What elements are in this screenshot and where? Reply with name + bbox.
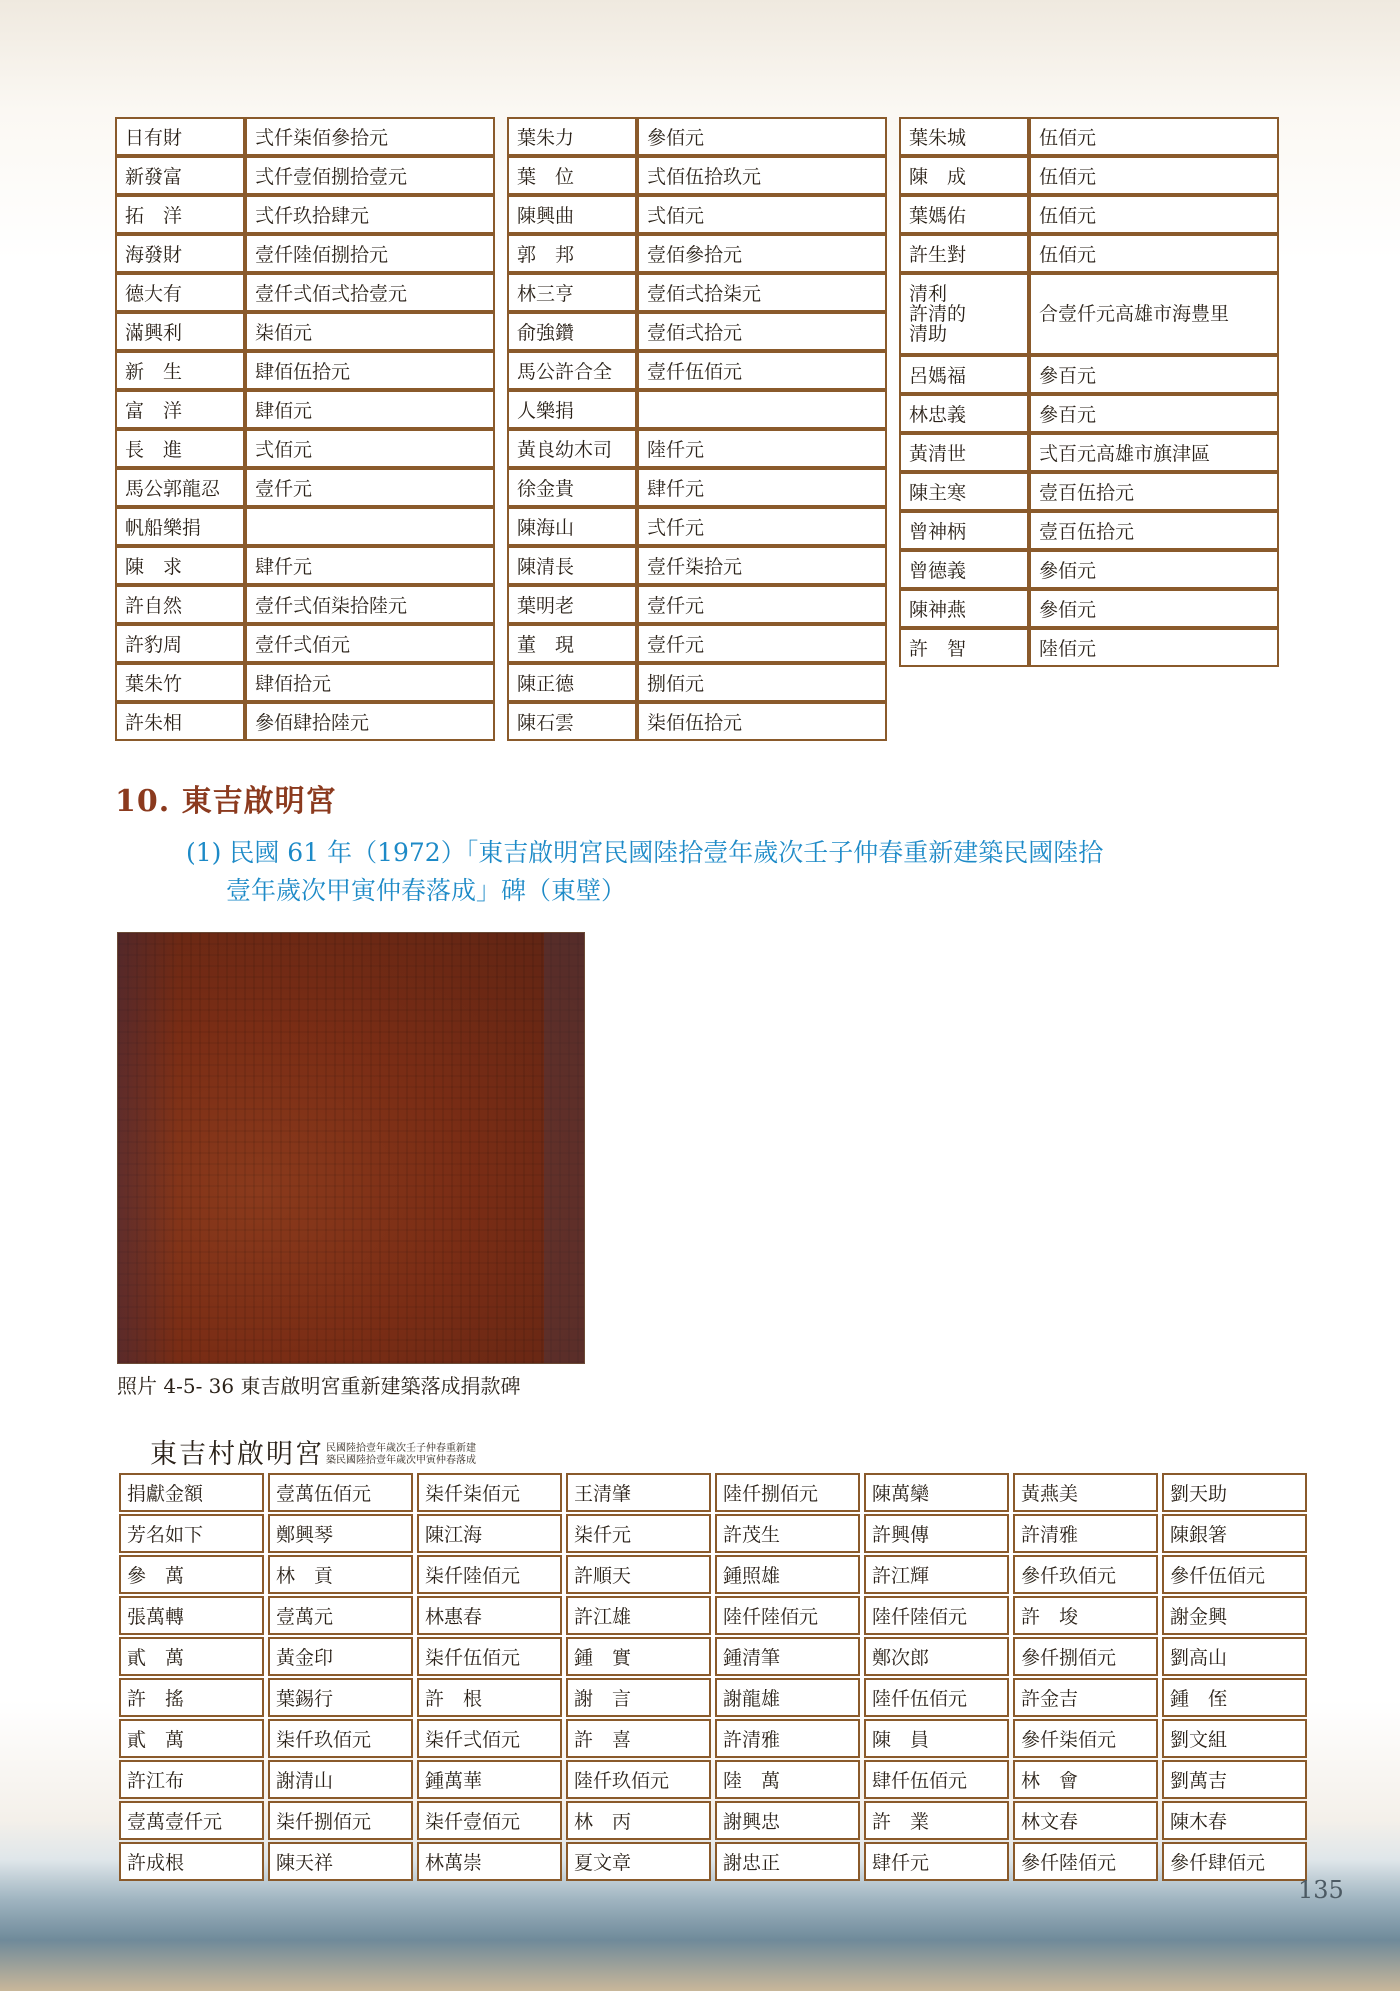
stele-cell: 鍾 實 [566,1637,711,1676]
stele-cell: 劉文組 [1162,1719,1307,1758]
donation-amount-cell: 參百元 [1029,394,1279,433]
table-row [899,355,1279,394]
stele-cell: 芳名如下 [119,1514,264,1553]
donation-amount-cell: 壹佰弍拾柒元 [637,273,887,312]
stele-table [115,1471,1311,1883]
stele-heading-sub-line-1: 民國陸拾壹年歲次壬子仲春重新建 [326,1443,476,1454]
donor-name-cell: 拓 洋 [115,195,245,234]
stele-cell: 謝 言 [566,1678,711,1717]
stele-cell: 貳 萬 [119,1637,264,1676]
table-row [899,117,1279,156]
table-row [119,1760,1307,1799]
table-row [507,624,887,663]
stele-cell: 謝忠正 [715,1842,860,1881]
donor-name-cell: 馬公郭龍忍 [115,468,245,507]
donor-name-cell: 德大有 [115,273,245,312]
donor-name-cell: 馬公許合全 [507,351,637,390]
table-row [507,390,887,429]
stele-cell: 柒仟壹佰元 [417,1801,562,1840]
donor-name-cell: 黃清世 [899,433,1029,472]
table-row [115,585,495,624]
table-row [119,1514,1307,1553]
table-row [115,546,495,585]
stele-cell: 許成根 [119,1842,264,1881]
donor-name-cell: 清利 許清的 清助 [899,273,1029,355]
table-row [119,1719,1307,1758]
donation-amount-cell: 陸佰元 [1029,628,1279,667]
table-row [507,468,887,507]
donor-name-cell: 陳清長 [507,546,637,585]
donation-amount-cell: 參佰元 [1029,550,1279,589]
stele-cell: 柒仟弍佰元 [417,1719,562,1758]
table-row [119,1801,1307,1840]
donor-name-cell: 富 洋 [115,390,245,429]
donation-amount-cell: 伍佰元 [1029,156,1279,195]
table-row [115,507,495,546]
donor-name-cell: 黃良幼木司 [507,429,637,468]
stele-cell: 鍾照雄 [715,1555,860,1594]
table-row [115,351,495,390]
donation-amount-cell: 弍佰元 [637,195,887,234]
stele-cell: 謝龍雄 [715,1678,860,1717]
stele-cell: 陸仟伍佰元 [864,1678,1009,1717]
donor-name-cell: 林忠義 [899,394,1029,433]
donation-amount-cell: 弍仟柒佰參拾元 [245,117,495,156]
table-row [507,195,887,234]
donation-amount-cell: 肆佰元 [245,390,495,429]
table-row [899,628,1279,667]
donor-name-cell: 許生對 [899,234,1029,273]
stele-cell: 參 萬 [119,1555,264,1594]
table-row [899,472,1279,511]
donor-name-cell: 陳 成 [899,156,1029,195]
donor-name-cell: 葉明老 [507,585,637,624]
section-title: 10. 東吉啟明宮 [115,784,337,819]
stele-cell: 黃金印 [268,1637,413,1676]
stele-cell: 謝興忠 [715,1801,860,1840]
stele-cell: 許 埈 [1013,1596,1158,1635]
stele-cell: 謝金興 [1162,1596,1307,1635]
table-row [119,1473,1307,1512]
donor-name-cell: 曾德義 [899,550,1029,589]
table-row [115,312,495,351]
stele-cell: 參仟柒佰元 [1013,1719,1158,1758]
table-row [899,550,1279,589]
donor-name-cell: 陳主寒 [899,472,1029,511]
donation-amount-cell: 壹仟伍佰元 [637,351,887,390]
stele-photo [117,932,585,1364]
stele-cell: 林 會 [1013,1760,1158,1799]
stele-cell: 許江雄 [566,1596,711,1635]
table-row [115,273,495,312]
donor-name-cell: 許朱相 [115,702,245,741]
table-row [507,546,887,585]
page-number: 135 [1298,1876,1344,1904]
stele-cell: 許順天 [566,1555,711,1594]
stele-cell: 參仟玖佰元 [1013,1555,1158,1594]
stele-cell: 林 貢 [268,1555,413,1594]
donor-name-cell: 葉媽佑 [899,195,1029,234]
donor-name-cell: 許豹周 [115,624,245,663]
table-row [507,351,887,390]
table-row [899,195,1279,234]
donation-amount-cell: 陸仟元 [637,429,887,468]
stele-cell: 許清雅 [715,1719,860,1758]
donor-name-cell: 葉朱城 [899,117,1029,156]
donation-amount-cell [245,507,495,546]
donor-name-cell: 許 智 [899,628,1029,667]
stele-cell: 陳 員 [864,1719,1009,1758]
donation-amount-cell: 參佰元 [1029,589,1279,628]
donation-amount-cell: 捌佰元 [637,663,887,702]
stele-cell: 劉萬吉 [1162,1760,1307,1799]
donation-amount-cell: 壹百伍拾元 [1029,511,1279,550]
donor-name-cell: 俞強鑽 [507,312,637,351]
stele-cell: 許 搖 [119,1678,264,1717]
stele-cell: 王清肇 [566,1473,711,1512]
donation-amount-cell: 弍仟元 [637,507,887,546]
donor-name-cell: 陳正德 [507,663,637,702]
table-row [899,234,1279,273]
donation-amount-cell: 參佰元 [637,117,887,156]
stele-heading-main: 東吉村啟明宮 [150,1439,324,1470]
stele-cell: 壹萬元 [268,1596,413,1635]
donor-name-cell: 日有財 [115,117,245,156]
donation-amount-cell: 壹仟弍佰弍拾壹元 [245,273,495,312]
stele-cell: 柒仟玖佰元 [268,1719,413,1758]
table-row [115,234,495,273]
stele-cell: 鍾 侄 [1162,1678,1307,1717]
stele-cell: 鍾萬華 [417,1760,562,1799]
donation-amount-cell: 壹佰參拾元 [637,234,887,273]
subsection-heading [186,834,1286,910]
stele-cell: 鄭興琴 [268,1514,413,1553]
donation-amount-cell: 弍百元高雄市旗津區 [1029,433,1279,472]
donation-amount-cell: 壹百伍拾元 [1029,472,1279,511]
stele-cell: 林 丙 [566,1801,711,1840]
table-row [899,511,1279,550]
stele-cell: 貳 萬 [119,1719,264,1758]
table-row [115,468,495,507]
donor-name-cell: 徐金貴 [507,468,637,507]
donation-amount-cell: 弍佰元 [245,429,495,468]
stele-heading [150,1432,476,1471]
donor-name-cell: 郭 邦 [507,234,637,273]
stele-cell: 林萬崇 [417,1842,562,1881]
photo-caption: 照片 4-5- 36 東吉啟明宮重新建築落成捐款碑 [117,1374,521,1398]
stele-cell: 許江布 [119,1760,264,1799]
stele-cell: 柒仟捌佰元 [268,1801,413,1840]
stele-cell: 劉天助 [1162,1473,1307,1512]
stele-cell: 謝清山 [268,1760,413,1799]
stele-cell: 陳天祥 [268,1842,413,1881]
donation-amount-cell: 肆仟元 [637,468,887,507]
stele-cell: 柒仟陸佰元 [417,1555,562,1594]
stele-cell: 夏文章 [566,1842,711,1881]
table-row [507,117,887,156]
stele-cell: 許 業 [864,1801,1009,1840]
donation-amount-cell: 肆佰伍拾元 [245,351,495,390]
donor-name-cell: 帆船樂捐 [115,507,245,546]
donor-name-cell: 林三亨 [507,273,637,312]
stele-cell: 參仟捌佰元 [1013,1637,1158,1676]
donor-name-cell: 曾神柄 [899,511,1029,550]
stele-cell: 鄭次郎 [864,1637,1009,1676]
table-row [899,273,1279,355]
stele-cell: 柒仟柒佰元 [417,1473,562,1512]
stele-cell: 葉錫行 [268,1678,413,1717]
table-row [507,663,887,702]
donor-name-cell: 葉朱竹 [115,663,245,702]
donation-amount-cell: 壹仟弍佰元 [245,624,495,663]
donation-amount-cell: 弍佰伍拾玖元 [637,156,887,195]
donor-name-cell: 呂媽福 [899,355,1029,394]
stele-cell: 壹萬伍佰元 [268,1473,413,1512]
donation-amount-cell: 合壹仟元高雄市海豊里 [1029,273,1279,355]
table-row [899,156,1279,195]
stele-cell: 參仟伍佰元 [1162,1555,1307,1594]
stele-cell: 陳萬欒 [864,1473,1009,1512]
table-row [115,390,495,429]
table-row [899,589,1279,628]
donor-name-cell: 陳石雲 [507,702,637,741]
donor-name-cell: 滿興利 [115,312,245,351]
donation-amount-cell: 肆佰拾元 [245,663,495,702]
donor-name-cell: 陳神燕 [899,589,1029,628]
table-row [115,429,495,468]
stele-cell: 參仟陸佰元 [1013,1842,1158,1881]
donor-name-cell: 許自然 [115,585,245,624]
stele-cell: 陸仟陸佰元 [715,1596,860,1635]
table-row [507,273,887,312]
stele-cell: 許金吉 [1013,1678,1158,1717]
donation-amount-cell: 壹仟弍佰柒拾陸元 [245,585,495,624]
table-row [507,585,887,624]
donation-amount-cell: 壹仟元 [637,624,887,663]
stele-cell: 柒仟元 [566,1514,711,1553]
donation-amount-cell: 壹仟元 [245,468,495,507]
table-row [507,312,887,351]
donor-name-cell: 陳 求 [115,546,245,585]
stele-cell: 許清雅 [1013,1514,1158,1553]
donation-amount-cell: 參百元 [1029,355,1279,394]
stele-cell: 許 喜 [566,1719,711,1758]
table-row [507,702,887,741]
stele-cell: 肆仟元 [864,1842,1009,1881]
stele-cell: 陳江海 [417,1514,562,1553]
stele-cell: 肆仟伍佰元 [864,1760,1009,1799]
stele-cell: 劉高山 [1162,1637,1307,1676]
donation-amount-cell: 壹仟陸佰捌拾元 [245,234,495,273]
stele-cell: 張萬轉 [119,1596,264,1635]
donation-amount-cell: 伍佰元 [1029,117,1279,156]
table-row [119,1637,1307,1676]
stele-cell: 陳木春 [1162,1801,1307,1840]
donation-amount-cell: 伍佰元 [1029,234,1279,273]
stele-cell: 壹萬壹仟元 [119,1801,264,1840]
donor-name-cell: 葉朱力 [507,117,637,156]
donation-amount-cell: 壹仟元 [637,585,887,624]
stele-cell: 陸 萬 [715,1760,860,1799]
stele-cell: 黃燕美 [1013,1473,1158,1512]
donor-name-cell: 海發財 [115,234,245,273]
donor-name-cell: 新發富 [115,156,245,195]
table-row [115,663,495,702]
table-row [507,156,887,195]
table-row [507,429,887,468]
table-row [115,195,495,234]
donor-name-cell: 陳海山 [507,507,637,546]
stele-cell: 林惠春 [417,1596,562,1635]
donor-name-cell: 人樂捐 [507,390,637,429]
table-row [899,433,1279,472]
stele-cell: 許 根 [417,1678,562,1717]
donation-amount-cell: 壹佰弍拾元 [637,312,887,351]
donation-table-1 [115,117,495,741]
donor-name-cell: 董 現 [507,624,637,663]
table-row [115,156,495,195]
donation-amount-cell: 柒佰元 [245,312,495,351]
donation-amount-cell: 柒佰伍拾元 [637,702,887,741]
stele-cell: 參仟肆佰元 [1162,1842,1307,1881]
subsection-line-1: (1) 民國 61 年（1972）「東吉啟明宮民國陸拾壹年歲次壬子仲春重新建築民國陸拾 [186,838,1104,867]
donation-table-3 [899,117,1279,667]
donation-amount-cell: 參佰肆拾陸元 [245,702,495,741]
stele-cell: 陸仟玖佰元 [566,1760,711,1799]
stele-cell: 陸仟陸佰元 [864,1596,1009,1635]
stele-cell: 捐獻金額 [119,1473,264,1512]
stele-cell: 陳銀箸 [1162,1514,1307,1553]
donation-amount-cell: 壹仟柒拾元 [637,546,887,585]
stele-cell: 許興傳 [864,1514,1009,1553]
stele-cell: 許茂生 [715,1514,860,1553]
table-row [119,1596,1307,1635]
donation-table-2 [507,117,887,741]
donation-amount-cell: 弍仟玖拾肆元 [245,195,495,234]
stele-cell: 柒仟伍佰元 [417,1637,562,1676]
table-row [507,507,887,546]
donor-name-cell: 新 生 [115,351,245,390]
table-row [899,394,1279,433]
photo-stele-edge [544,933,584,1363]
photo-shadow [118,933,178,1363]
table-row [115,702,495,741]
stele-heading-sub [326,1443,476,1471]
stele-cell: 陸仟捌佰元 [715,1473,860,1512]
table-row [115,117,495,156]
table-row [115,624,495,663]
donor-name-cell: 長 進 [115,429,245,468]
stele-cell: 鍾清筆 [715,1637,860,1676]
table-row [507,234,887,273]
donor-name-cell: 葉 位 [507,156,637,195]
table-row [119,1842,1307,1881]
stele-cell: 林文春 [1013,1801,1158,1840]
donor-name-cell: 陳興曲 [507,195,637,234]
donation-amount-cell: 伍佰元 [1029,195,1279,234]
table-row [119,1678,1307,1717]
donation-amount-cell [637,390,887,429]
stele-heading-sub-line-2: 築民國陸拾壹年歲次甲寅仲春落成 [326,1455,476,1466]
donation-amount-cell: 肆仟元 [245,546,495,585]
stele-cell: 許江輝 [864,1555,1009,1594]
table-row [119,1555,1307,1594]
donation-amount-cell: 弍仟壹佰捌拾壹元 [245,156,495,195]
subsection-line-2: 壹年歲次甲寅仲春落成」碑（東壁） [226,876,627,905]
